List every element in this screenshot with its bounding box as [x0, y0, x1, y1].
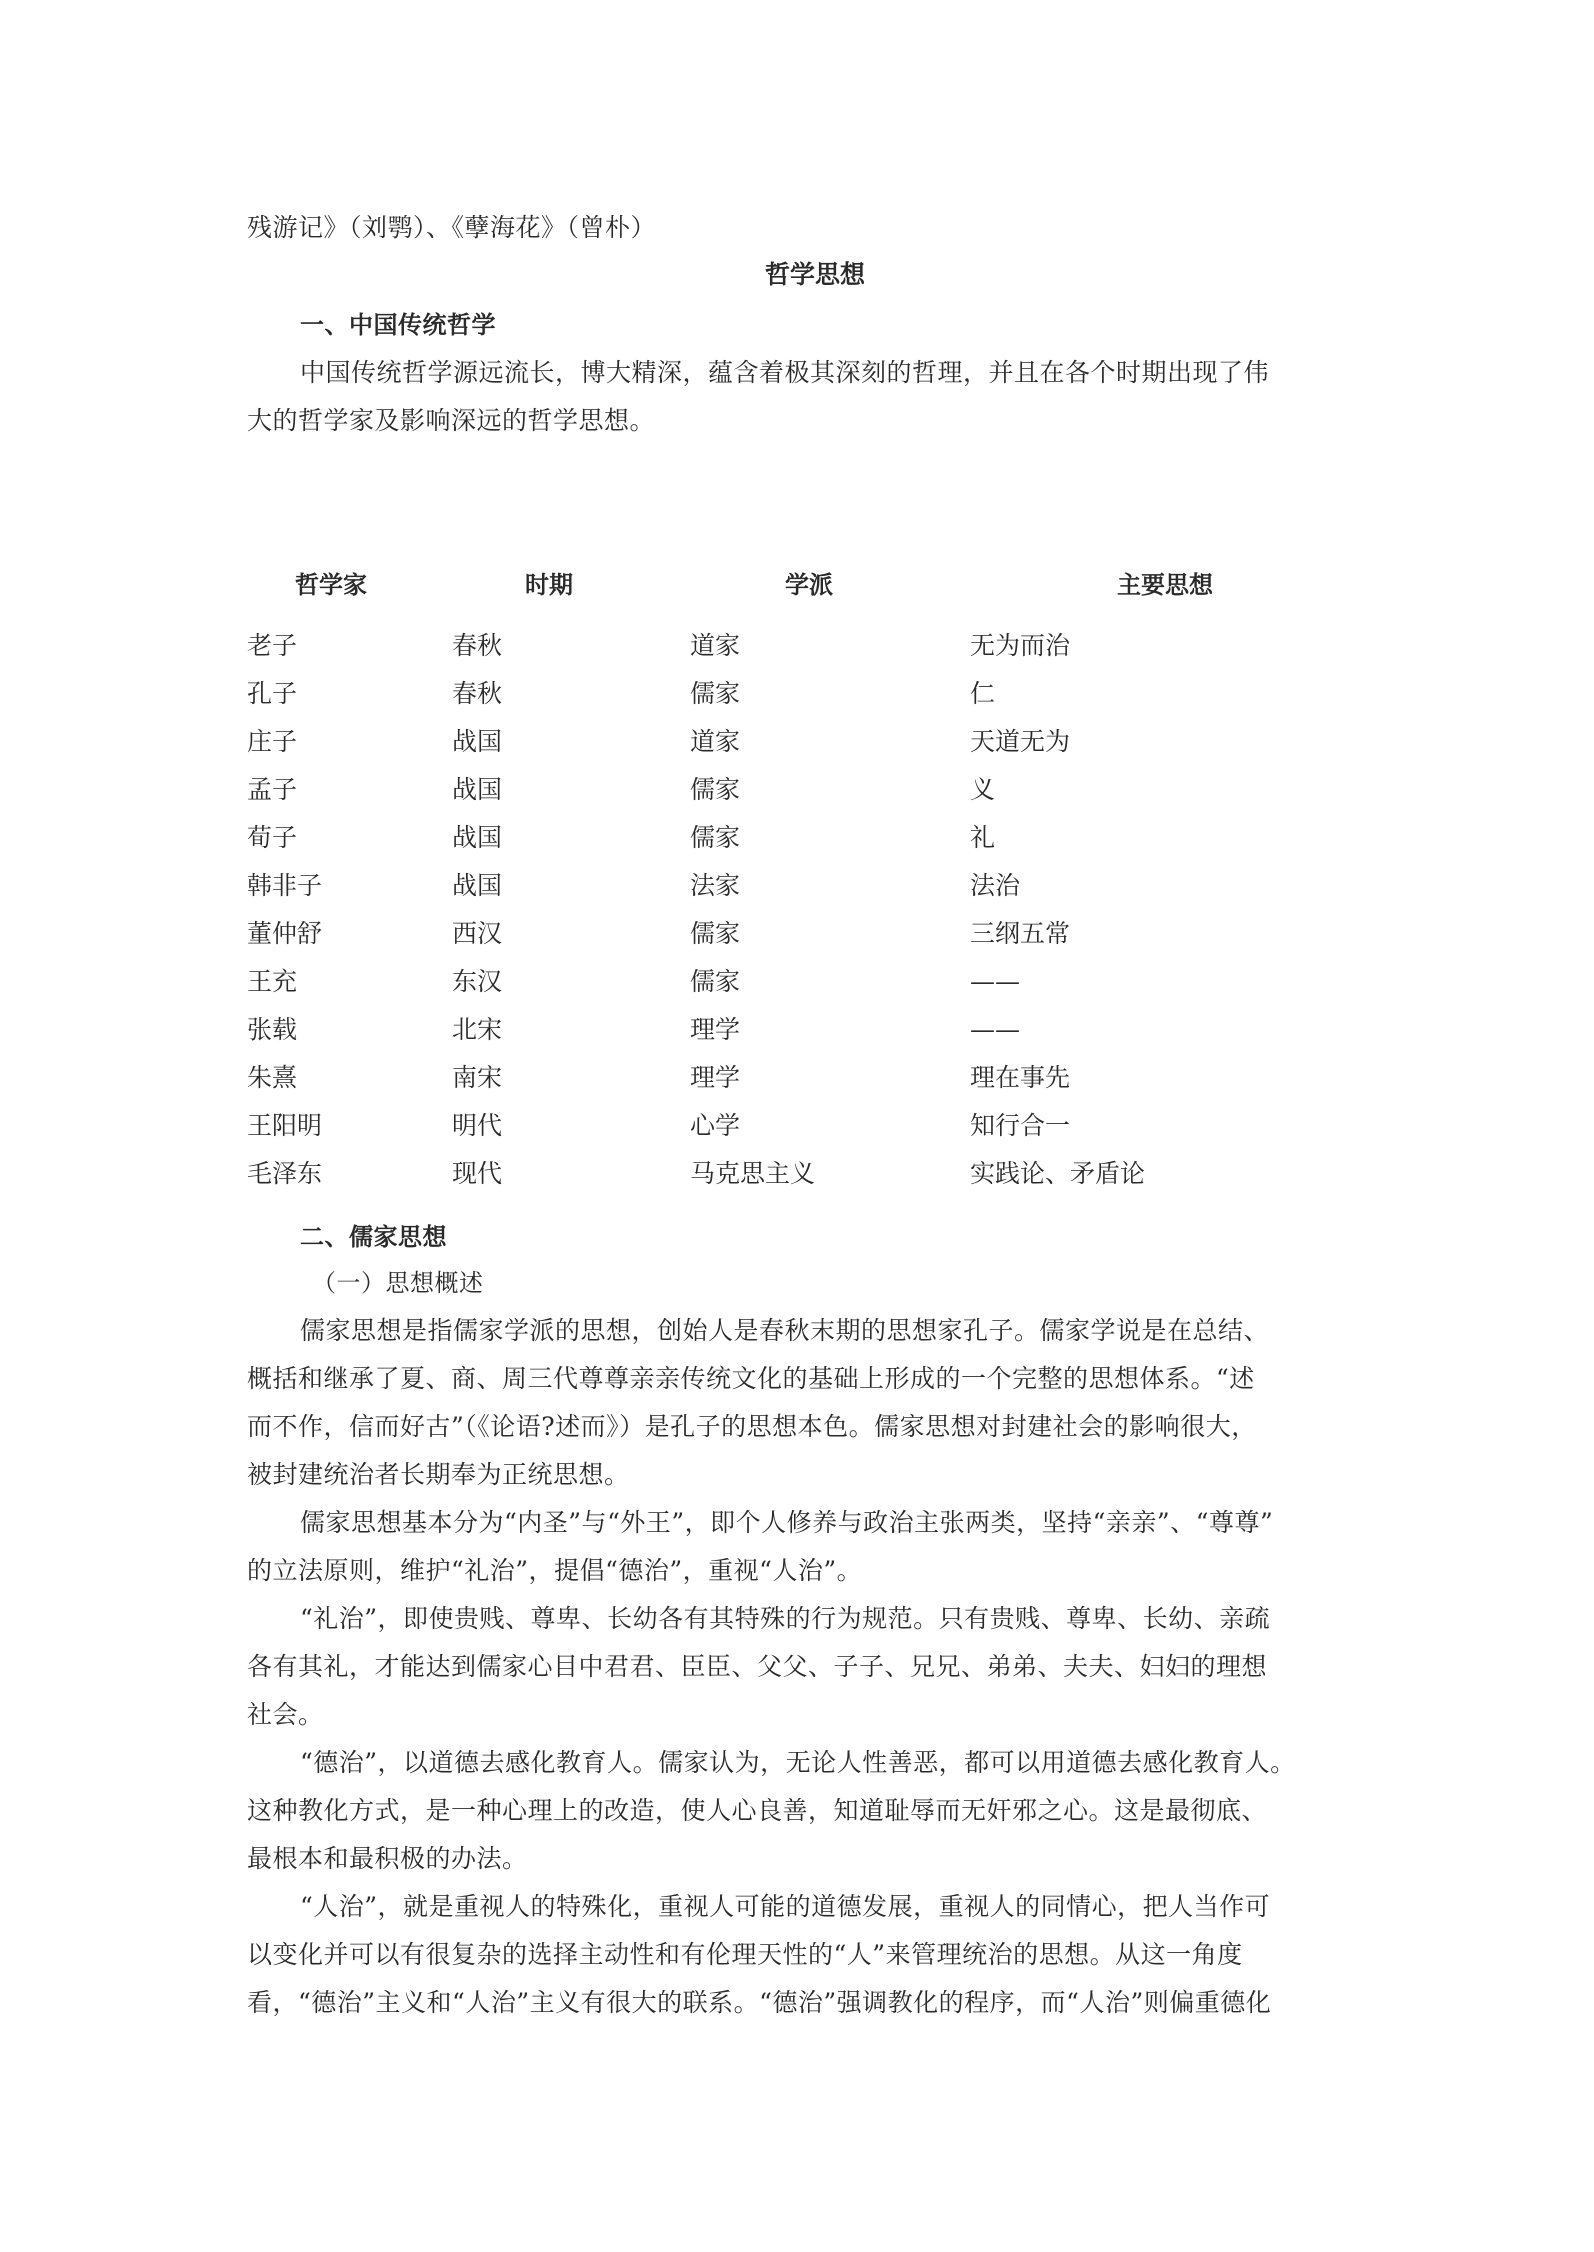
- cell-main-thought: 天道无为: [970, 727, 1071, 756]
- cell-period: 战国: [452, 775, 503, 804]
- section1-paragraph-line: 中国传统哲学源远流长，博大精深，蕴含着极其深刻的哲理，并且在各个时期出现了伟: [300, 358, 1270, 387]
- cell-period: 战国: [452, 871, 503, 900]
- table-header-period: 时期: [525, 571, 573, 599]
- cell-main-thought: 法治: [970, 871, 1021, 900]
- cell-school: 儒家: [690, 919, 741, 948]
- cell-school: 儒家: [690, 823, 741, 852]
- paragraph-line: 最根本和最积极的办法。: [247, 1844, 528, 1873]
- cell-main-thought: 理在事先: [970, 1063, 1071, 1092]
- paragraph-line: 各有其礼，才能达到儒家心目中君君、臣臣、父父、子子、兄兄、弟弟、夫夫、妇妇的理想: [247, 1652, 1268, 1681]
- cell-philosopher: 孟子: [247, 775, 298, 804]
- cell-period: 战国: [452, 727, 503, 756]
- continuation-line: 残游记》（刘鹗）、《孽海花》（曾朴）: [247, 213, 657, 242]
- paragraph-line: 概括和继承了夏、商、周三代尊尊亲亲传统文化的基础上形成的一个完整的思想体系。“述: [247, 1364, 1255, 1393]
- cell-period: 北宋: [452, 1015, 503, 1044]
- cell-philosopher: 韩非子: [247, 871, 323, 900]
- cell-philosopher: 老子: [247, 631, 298, 660]
- cell-period: 春秋: [452, 631, 503, 660]
- cell-philosopher: 王充: [247, 967, 298, 996]
- table-header-philosopher: 哲学家: [295, 571, 367, 599]
- cell-main-thought: 三纲五常: [970, 919, 1071, 948]
- section2-subheading: （一）思想概述: [312, 1269, 484, 1297]
- paragraph-line: 社会。: [247, 1700, 324, 1729]
- section1-heading: 一、中国传统哲学: [300, 311, 496, 339]
- table-header-school: 学派: [785, 571, 833, 599]
- paragraph-line: 而不作，信而好古”（《论语?述而》）是孔子的思想本色。儒家思想对封建社会的影响很大，: [247, 1412, 1257, 1441]
- paragraph-line: 的立法原则，维护“礼治”，提倡“德治”，重视“人治”。: [247, 1556, 863, 1585]
- cell-main-thought: 实践论、矛盾论: [970, 1159, 1146, 1188]
- cell-philosopher: 荀子: [247, 823, 298, 852]
- cell-main-thought: 仁: [970, 679, 996, 708]
- paragraph-line: 这种教化方式，是一种心理上的改造，使人心良善，知道耻辱而无奸邪之心。这是最彻底、: [247, 1796, 1268, 1825]
- page-title: 哲学思想: [764, 260, 865, 289]
- cell-philosopher: 王阳明: [247, 1111, 323, 1140]
- cell-period: 南宋: [452, 1063, 503, 1092]
- cell-school: 法家: [690, 871, 741, 900]
- cell-school: 道家: [690, 727, 741, 756]
- section1-paragraph-line: 大的哲学家及影响深远的哲学思想。: [247, 406, 656, 435]
- cell-philosopher: 庄子: [247, 727, 298, 756]
- cell-main-thought: 知行合一: [970, 1111, 1071, 1140]
- cell-school: 道家: [690, 631, 741, 660]
- cell-period: 西汉: [452, 919, 503, 948]
- cell-main-thought: ——: [970, 967, 1020, 996]
- paragraph-line: 看，“德治”主义和“人治”主义有很大的联系。“德治”强调教化的程序，而“人治”则偏重德化: [247, 1988, 1272, 2017]
- cell-period: 明代: [452, 1111, 503, 1140]
- paragraph-line: 以变化并可以有很复杂的选择主动性和有伦理天性的“人”来管理统治的思想。从这一角度: [247, 1940, 1243, 1969]
- cell-school: 理学: [690, 1015, 741, 1044]
- table-header-main-thought: 主要思想: [1117, 571, 1213, 599]
- paragraph-line: 儒家思想是指儒家学派的思想，创始人是春秋末期的思想家孔子。儒家学说是在总结、: [300, 1316, 1270, 1345]
- cell-school: 儒家: [690, 775, 741, 804]
- cell-main-thought: 礼: [970, 823, 996, 852]
- cell-philosopher: 孔子: [247, 679, 298, 708]
- paragraph-line: “礼治”，即使贵贱、尊卑、长幼各有其特殊的行为规范。只有贵贱、尊卑、长幼、亲疏: [300, 1604, 1271, 1633]
- cell-period: 春秋: [452, 679, 503, 708]
- cell-main-thought: ——: [970, 1015, 1020, 1044]
- cell-school: 心学: [690, 1111, 741, 1140]
- cell-school: 马克思主义: [690, 1159, 816, 1188]
- paragraph-line: 儒家思想基本分为“内圣”与“外王”，即个人修养与政治主张两类，坚持“亲亲”、“尊尊”: [300, 1508, 1274, 1537]
- paragraph-line: “人治”，就是重视人的特殊化，重视人可能的道德发展，重视人的同情心，把人当作可: [300, 1892, 1271, 1921]
- section2-heading: 二、儒家思想: [300, 1223, 447, 1251]
- paragraph-line: “德治”，以道德去感化教育人。儒家认为，无论人性善恶，都可以用道德去感化教育人。: [300, 1748, 1296, 1777]
- cell-period: 现代: [452, 1159, 503, 1188]
- cell-philosopher: 董仲舒: [247, 919, 323, 948]
- paragraph-line: 被封建统治者长期奉为正统思想。: [247, 1460, 630, 1489]
- cell-philosopher: 毛泽东: [247, 1159, 323, 1188]
- cell-main-thought: 无为而治: [970, 631, 1071, 660]
- cell-school: 理学: [690, 1063, 741, 1092]
- cell-period: 东汉: [452, 967, 503, 996]
- cell-school: 儒家: [690, 679, 741, 708]
- cell-main-thought: 义: [970, 775, 996, 804]
- cell-philosopher: 朱熹: [247, 1063, 298, 1092]
- cell-school: 儒家: [690, 967, 741, 996]
- cell-philosopher: 张载: [247, 1015, 298, 1044]
- cell-period: 战国: [452, 823, 503, 852]
